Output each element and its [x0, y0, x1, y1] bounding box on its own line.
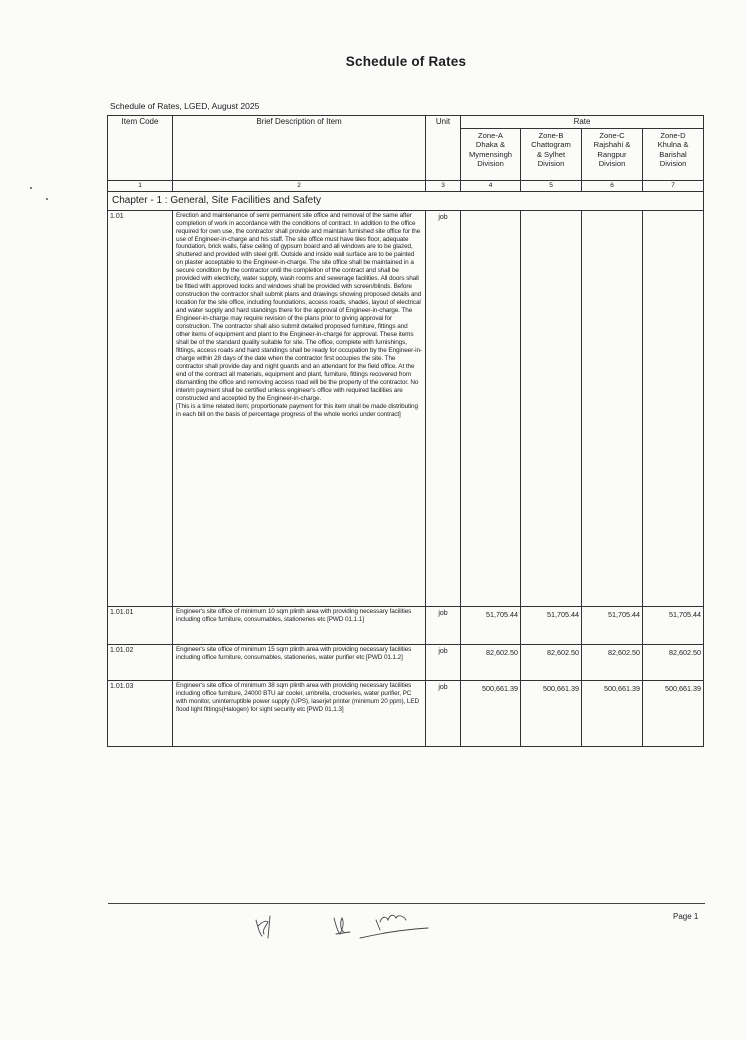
column-number-row: [108, 180, 704, 191]
footer-divider: [108, 903, 705, 904]
column-number: 6: [582, 180, 643, 191]
page-number: Page 1: [673, 912, 699, 921]
rate-zone-d: 82,602.50: [643, 644, 704, 680]
header-rate: Rate: [461, 116, 704, 129]
rate-zone-c: 500,661.39: [582, 680, 643, 746]
item-description: Engineer's site office of minimum 15 sqm plinth area with providing necessary facilities including office furniture, consumables, stationeries, water purifier etc [PWD 01.1.2]: [173, 644, 426, 680]
item-code: 1.01: [108, 210, 173, 606]
item-code: 1.01.03: [108, 680, 173, 746]
item-description: Engineer's site office of minimum 38 sqm plinth area with providing necessary facilities including office furniture, 24000 BTU air cooler, umbrella, crockeries, water purifier, PC with monitor, uninterruptible power supply (UPS), laserjet printer (minimum 20 ppm), LED flood light fittings(Halogen) for sight security etc [PWD 01.1.3]: [173, 680, 426, 746]
column-number: 4: [461, 180, 521, 191]
rate-zone-d: 500,661.39: [643, 680, 704, 746]
item-unit: job: [426, 606, 461, 644]
rate-zone-d: 51,705.44: [643, 606, 704, 644]
item-code: 1.01.02: [108, 644, 173, 680]
scan-speck: [46, 198, 48, 200]
document-subtitle: Schedule of Rates, LGED, August 2025: [110, 101, 260, 111]
header-unit: Unit: [426, 116, 461, 181]
header-zone-d: Zone-D Khulna & Barishal Division: [643, 128, 704, 180]
table-row: [108, 210, 704, 606]
rate-zone-a: 51,705.44: [461, 606, 521, 644]
column-number: 1: [108, 180, 173, 191]
signature-1: [256, 916, 270, 938]
schedule-of-rates-table: [107, 115, 704, 747]
rate-zone-c: 82,602.50: [582, 644, 643, 680]
rate-zone-b: 500,661.39: [521, 680, 582, 746]
column-number: 7: [643, 180, 704, 191]
rate-zone-d: [643, 210, 704, 606]
item-description: Engineer's site office of minimum 10 sqm plinth area with providing necessary facilities including office furniture, consumables, stationeries etc [PWD 01.1.1]: [173, 606, 426, 644]
column-number: 3: [426, 180, 461, 191]
header-item-code: Item Code: [108, 116, 173, 181]
item-unit: job: [426, 680, 461, 746]
item-unit: job: [426, 210, 461, 606]
scan-speck: [30, 187, 32, 189]
rate-zone-a: 82,602.50: [461, 644, 521, 680]
item-code: 1.01.01: [108, 606, 173, 644]
item-unit: job: [426, 644, 461, 680]
rate-zone-b: 82,602.50: [521, 644, 582, 680]
rate-zone-b: 51,705.44: [521, 606, 582, 644]
item-description: Erection and maintenance of semi permanent site office and removal of the same after completion of work in accordance with the conditions of contract. In addition to the office required for own use, the contractor shall provide and maintain furnished site office for the use of Engineer-in-charge and his staff. The site office must have tiles floor, adequate foundation, brick walls, false ceiling of gypsum board and all windows are to be glazed, shuttered and provided with steel grill. Outside and inside wall surface are to be painted on plaster acceptable to the Engineer-in-charge. The site office shall be maintained in a secure condition by the contractor until the completion of the contract and shall be provided with electricity, water supply, wash rooms and sewerage facilities. All doors shall be fitted with approved locks and windows shall be provided with screen/blinds. Before construction the contractor shall submit plans and drawings showing proposed details and location for the site office, including foundations, access roads, shades, layout of electrical and water supply and hard standings there for the approval of Engineer-in-charge. The Engineer-in-charge may require revision of the plans prior to giving approval for construction. The contractor shall also submit detailed proposed furniture, fittings and other items of equipment and plant to the Engineer-in-charge for approval. These items shall be of the standard quality suitable for site. The office, complete with furnishings, fittings, access roads and hard standings shall be ready for occupation by the Engineer-in-charge within 28 days of the date when the contractor first occupies the site. The contractor shall provide day and night guards and an attendant for the field office. At the end of the contract all materials, equipment and plant, furniture, fittings recovered from dismantling the office and removing access road will be the property of the contractor. No interim payment shall be certified unless engineer's office with required facilities are constructed and accepted by the Engineer-in-charge. [This is a time related item; proportionate payment for this item shall be made distributing in each bill on the basis of percentage progress of the whole works under contract]: [173, 210, 426, 606]
column-number: 2: [173, 180, 426, 191]
rate-zone-b: [521, 210, 582, 606]
signature-marks: [248, 908, 448, 948]
signature-2: [334, 918, 350, 934]
rate-zone-a: 500,661.39: [461, 680, 521, 746]
header-zone-b: Zone-B Chattogram & Sylhet Division: [521, 128, 582, 180]
column-number: 5: [521, 180, 582, 191]
rate-zone-c: [582, 210, 643, 606]
header-zone-a: Zone-A Dhaka & Mymensingh Division: [461, 128, 521, 180]
rate-zone-a: [461, 210, 521, 606]
table-row: [108, 644, 704, 680]
item-note: [This is a time related item; proportionate payment for this item shall be made distributing in each bill on the basis of percentage progress of the whole works under contract]: [176, 402, 418, 418]
signature-3: [360, 915, 428, 938]
table-row: [108, 680, 704, 746]
chapter-heading: Chapter - 1 : General, Site Facilities and Safety: [108, 191, 704, 210]
header-description: Brief Description of Item: [173, 116, 426, 181]
table-row: [108, 606, 704, 644]
header-zone-c: Zone-C Rajshahi & Rangpur Division: [582, 128, 643, 180]
page-title: Schedule of Rates: [345, 54, 467, 69]
rate-zone-c: 51,705.44: [582, 606, 643, 644]
